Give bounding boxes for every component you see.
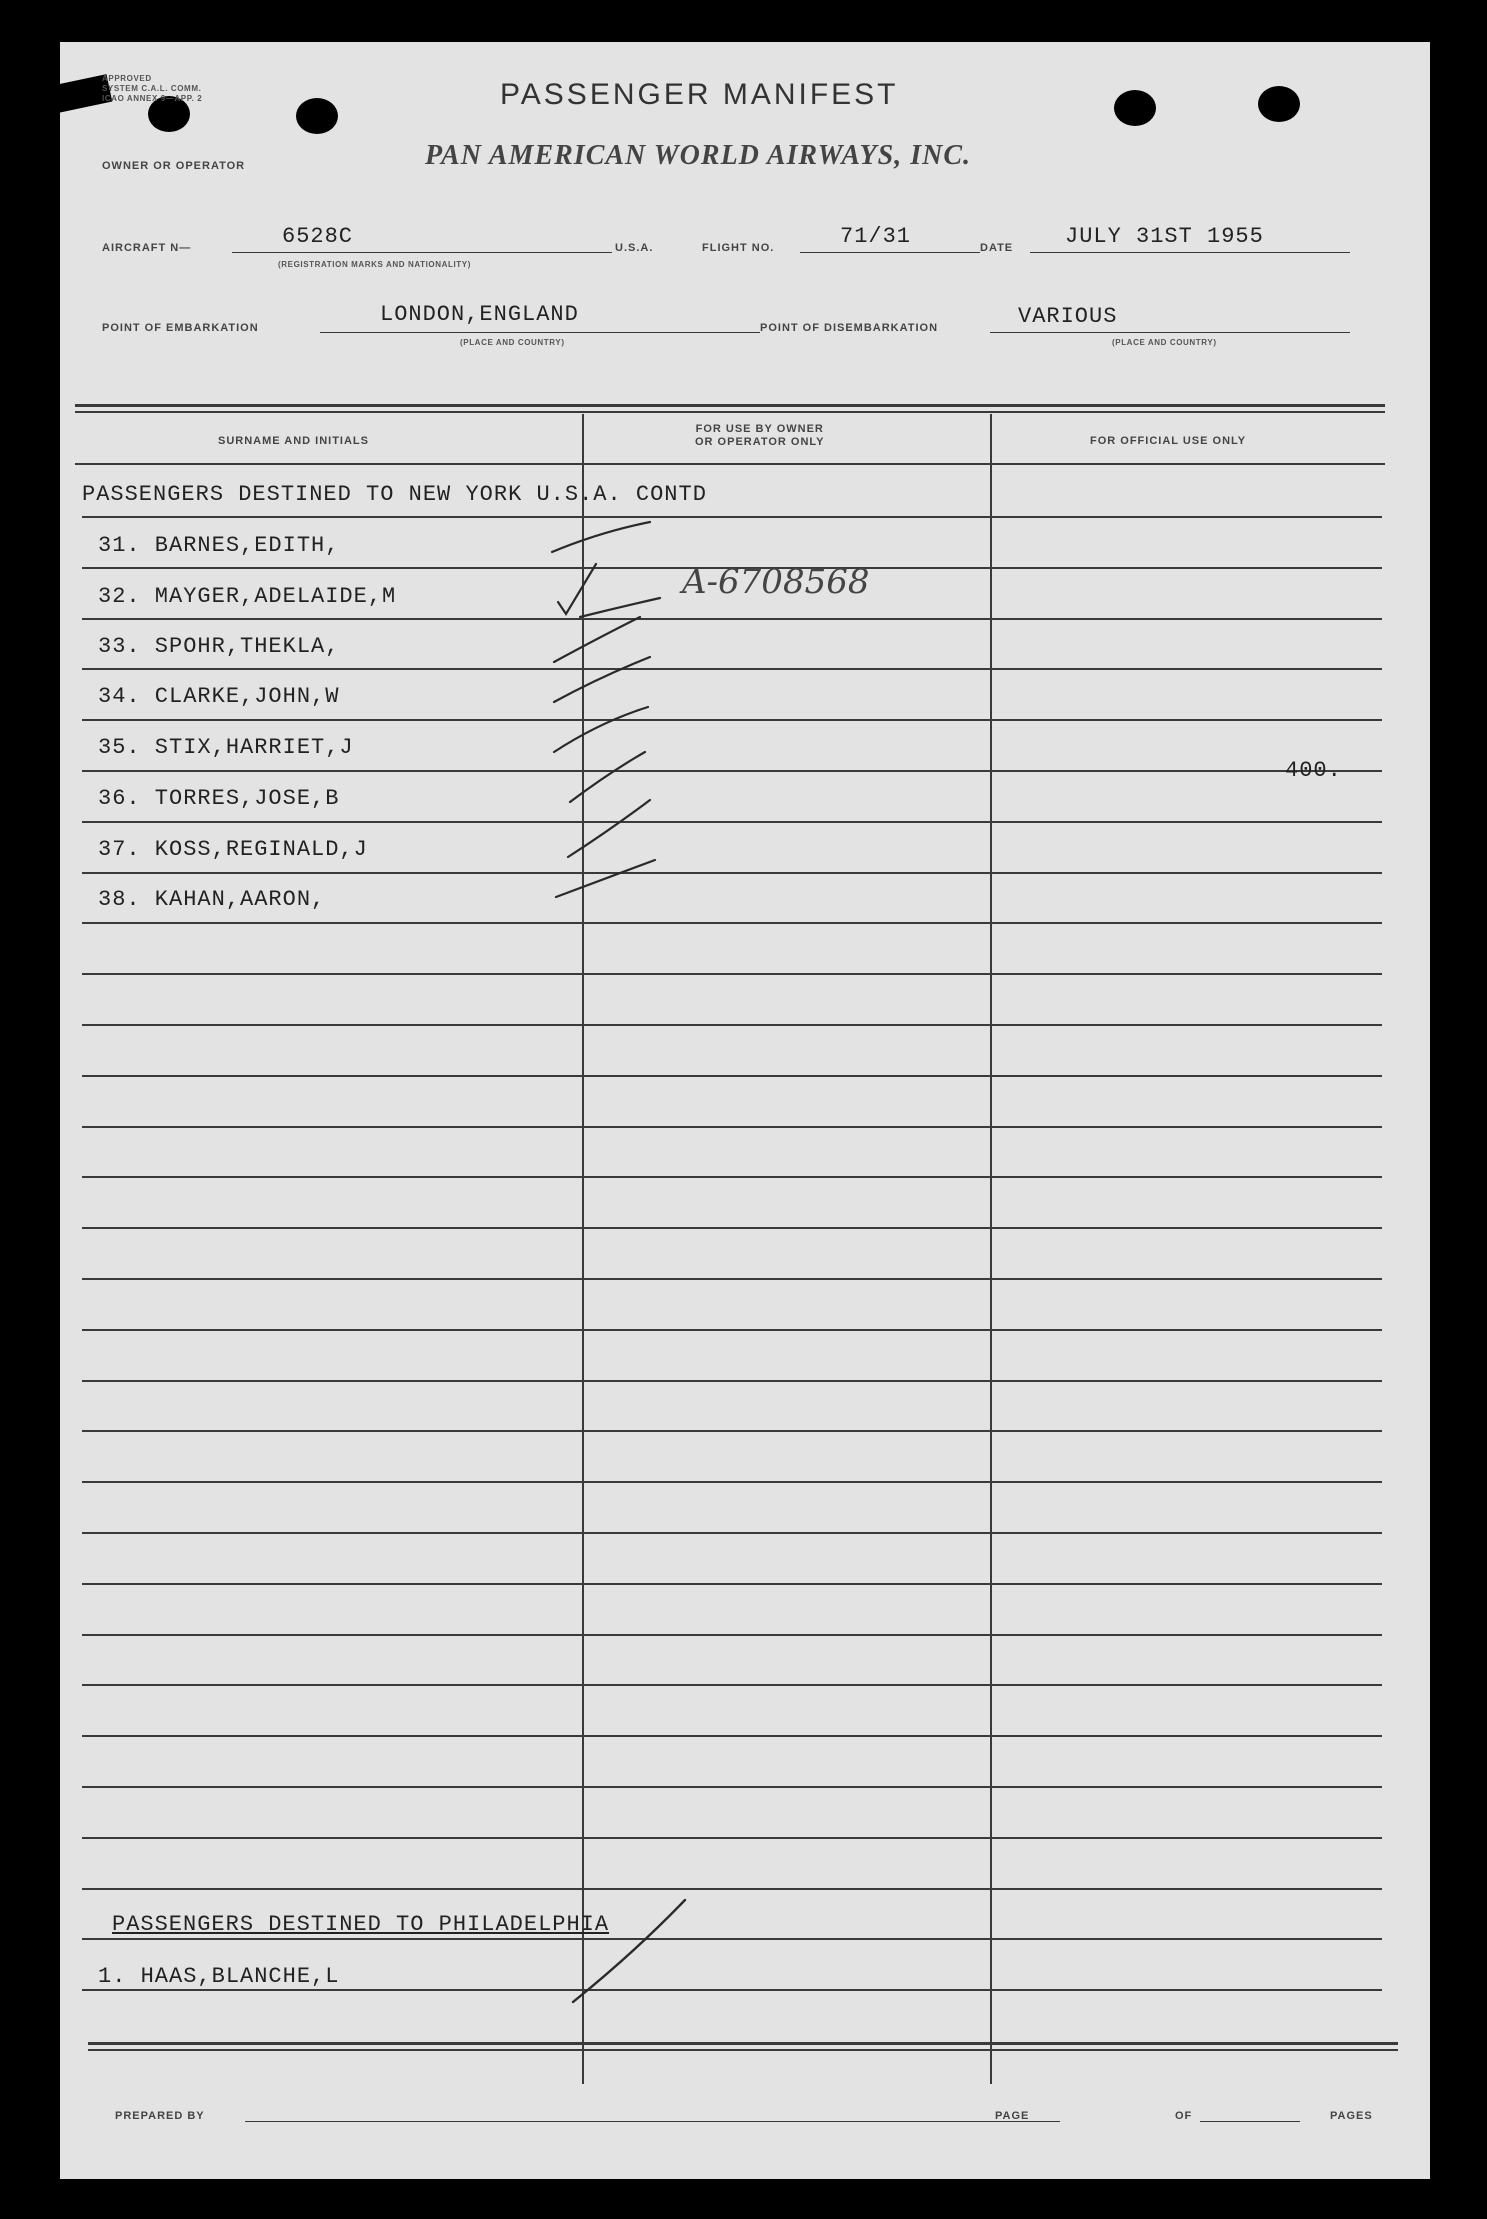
row-line [82, 1938, 1382, 1940]
col-header-owner-line: FOR USE BY OWNER [695, 423, 824, 435]
row-line [82, 1176, 1382, 1178]
passenger-row: 32. MAYGER,ADELAIDE,M [98, 584, 397, 609]
strike-mark [565, 1892, 725, 2012]
row-line [82, 1430, 1382, 1432]
row-line [82, 1024, 1382, 1026]
punch-hole [296, 98, 338, 134]
page-title: PASSENGER MANIFEST [500, 78, 899, 111]
check-mark [554, 657, 650, 702]
passenger-row: 34. CLARKE,JOHN,W [98, 684, 340, 709]
row-line [82, 1634, 1382, 1636]
col-header-surname: SURNAME AND INITIALS [218, 435, 369, 447]
row-line [82, 1888, 1382, 1890]
approval-block [102, 74, 202, 104]
punch-hole [1114, 90, 1156, 126]
manifest-sheet [60, 42, 1430, 2179]
disembarkation-value: VARIOUS [1018, 304, 1118, 329]
passenger-row: 37. KOSS,REGINALD,J [98, 837, 368, 862]
passenger-row: 36. TORRES,JOSE,B [98, 786, 340, 811]
row-line [82, 1837, 1382, 1839]
passenger-row: 33. SPOHR,THEKLA, [98, 634, 340, 659]
of-label: OF [1175, 2110, 1193, 2122]
passenger-row: 35. STIX,HARRIET,J [98, 735, 354, 760]
row-line [82, 1684, 1382, 1686]
prepared-by-label: PREPARED BY [115, 2110, 205, 2122]
punch-hole [1258, 86, 1300, 122]
row-line [82, 1735, 1382, 1737]
pages-label: PAGES [1330, 2110, 1373, 2122]
embarkation-value: LONDON,ENGLAND [380, 302, 579, 327]
row-line [82, 1278, 1382, 1280]
check-mark [556, 860, 655, 897]
approval-line: SYSTEM C.A.L. COMM. [102, 84, 202, 93]
check-mark [558, 564, 596, 614]
check-marks [540, 512, 740, 972]
handwritten-note: A-6708568 [682, 562, 870, 602]
row-line [82, 1380, 1382, 1382]
section-header-new-york: PASSENGERS DESTINED TO NEW YORK U.S.A. CONTD [82, 482, 707, 507]
embarkation-sublabel: (PLACE AND COUNTRY) [460, 338, 565, 347]
official-entry: 400. [1285, 758, 1342, 783]
check-mark [580, 598, 660, 617]
check-mark [568, 800, 650, 857]
row-line [82, 1075, 1382, 1077]
passenger-row: 31. BARNES,EDITH, [98, 533, 340, 558]
flight-value: 71/31 [840, 224, 912, 249]
row-line [82, 1989, 1382, 1991]
passenger-row: 38. KAHAN,AARON, [98, 887, 326, 912]
check-mark [554, 707, 648, 752]
disembarkation-sublabel: (PLACE AND COUNTRY) [1112, 338, 1217, 347]
page-label: PAGE [995, 2110, 1030, 2122]
section-header-philadelphia: PASSENGERS DESTINED TO PHILADELPHIA [112, 1912, 610, 1937]
row-line [82, 1481, 1382, 1483]
col-header-official: FOR OFFICIAL USE ONLY [1090, 435, 1247, 447]
check-mark [554, 617, 640, 662]
row-line [82, 1329, 1382, 1331]
country-label: U.S.A. [615, 242, 654, 254]
row-line [82, 1583, 1382, 1585]
date-label: DATE [980, 242, 1014, 254]
row-line [82, 1126, 1382, 1128]
check-mark [570, 752, 645, 802]
row-line [82, 1786, 1382, 1788]
row-line [82, 1227, 1382, 1229]
row-line [82, 1532, 1382, 1534]
disembarkation-label: POINT OF DISEMBARKATION [760, 322, 939, 334]
flight-label: FLIGHT NO. [702, 242, 775, 254]
check-mark [552, 522, 650, 552]
date-value: JULY 31ST 1955 [1065, 224, 1264, 249]
col-header-owner [695, 423, 824, 449]
aircraft-sublabel: (REGISTRATION MARKS AND NATIONALITY) [278, 260, 471, 269]
embarkation-label: POINT OF EMBARKATION [102, 322, 259, 334]
row-line [82, 973, 1382, 975]
approval-line: APPROVED [102, 74, 152, 83]
approval-line: ICAO ANNEX 9—APP. 2 [102, 94, 203, 103]
owner-label: OWNER OR OPERATOR [102, 160, 246, 172]
aircraft-label: AIRCRAFT N— [102, 242, 192, 254]
passenger-row: 1. HAAS,BLANCHE,L [98, 1964, 340, 1989]
operator-name: PAN AMERICAN WORLD AIRWAYS, INC. [425, 140, 972, 171]
aircraft-value: 6528C [282, 224, 354, 249]
col-header-owner-line: OR OPERATOR ONLY [695, 436, 825, 448]
